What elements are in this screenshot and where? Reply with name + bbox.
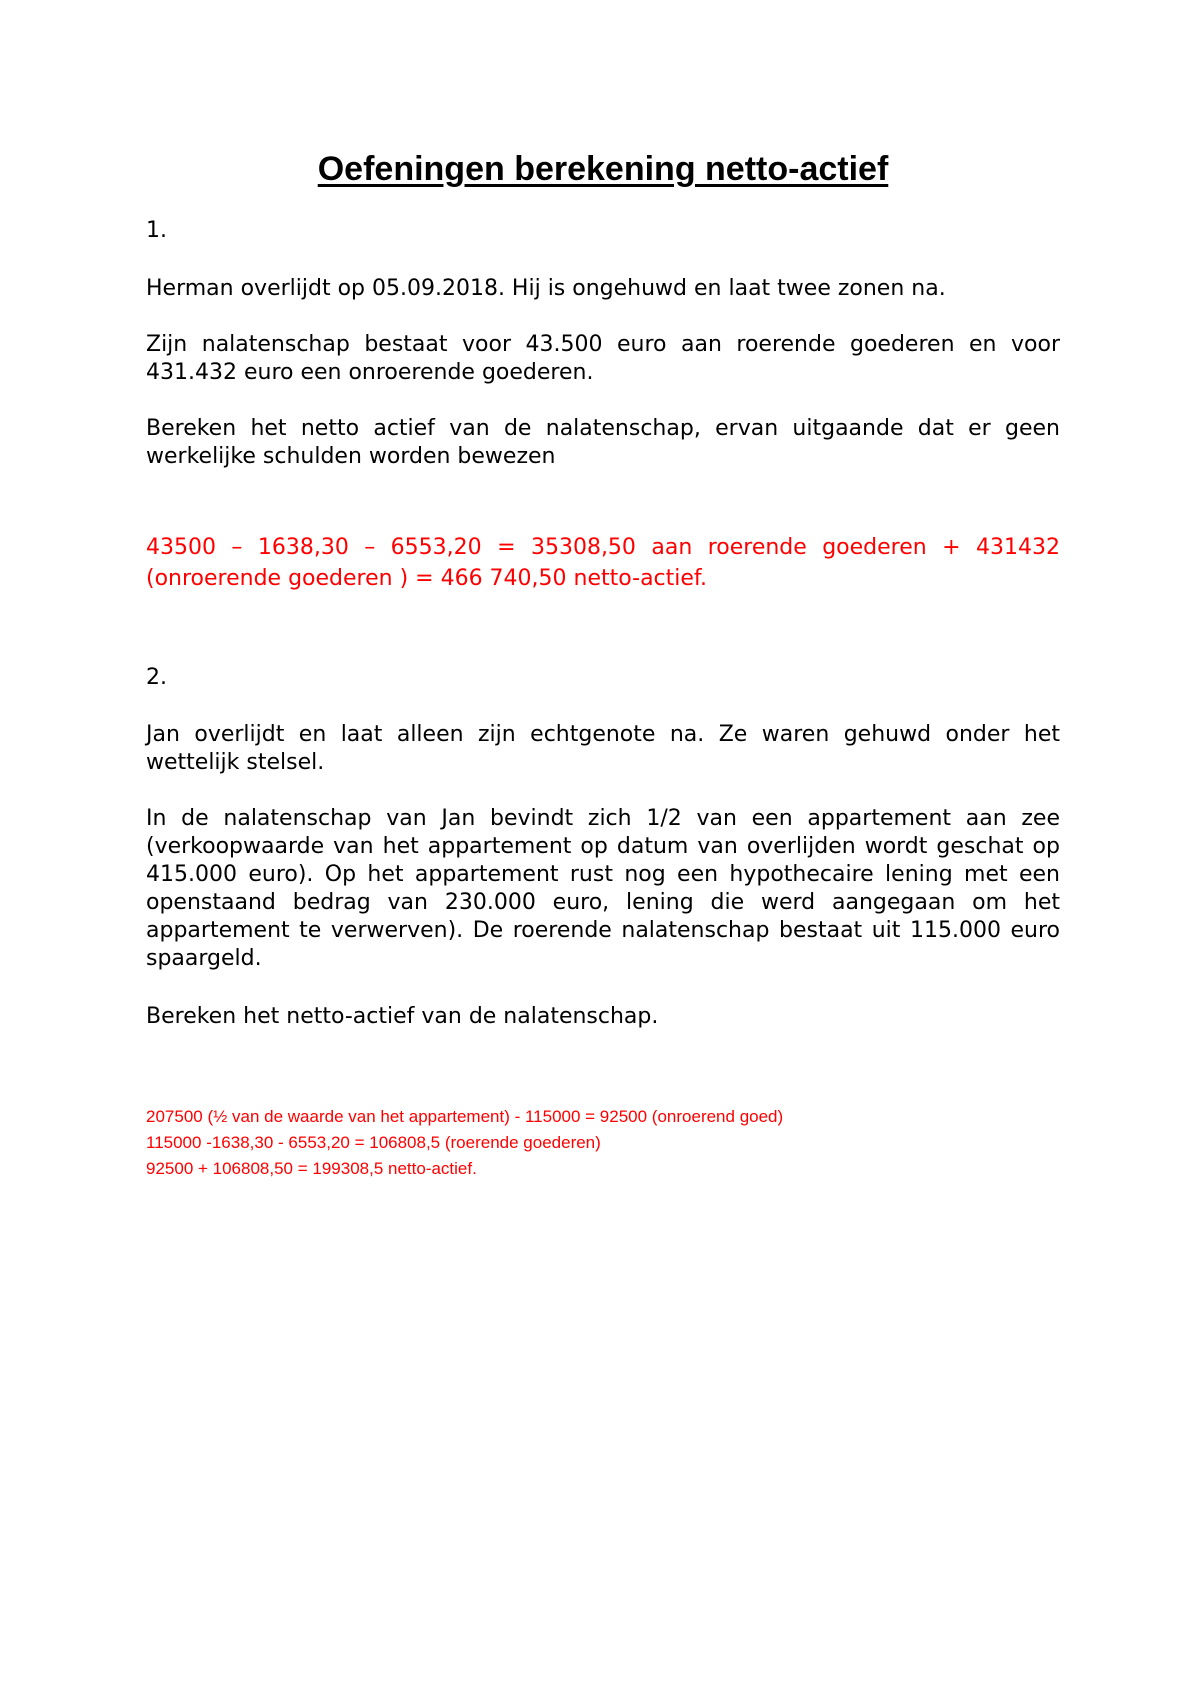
exercise-2-paragraph-1: Jan overlijdt en laat alleen zijn echtgenote na. Ze waren gehuwd onder het wettelijk stelsel. <box>146 722 1060 775</box>
exercise-1-paragraph-3: Bereken het netto actief van de nalatenschap, ervan uitgaande dat er geen werkelijke schulden worden bewezen <box>146 416 1060 469</box>
exercise-1-number: 1. <box>146 218 167 243</box>
exercise-2-answer-line-1: 207500 (½ van de waarde van het appartement) - 115000 = 92500 (onroerend goed) <box>146 1107 784 1126</box>
exercise-2-answer-line-3: 92500 + 106808,50 = 199308,5 netto-actief. <box>146 1159 477 1178</box>
exercise-2-paragraph-3: Bereken het netto-actief van de nalatenschap. <box>146 1004 659 1029</box>
exercise-2-answer-line-2: 115000 -1638,30 - 6553,20 = 106808,5 (roerende goederen) <box>146 1133 601 1152</box>
exercise-2-number: 2. <box>146 665 167 690</box>
page-title: Oefeningen berekening netto-actief <box>317 150 889 188</box>
exercise-1-answer: 43500 – 1638,30 – 6553,20 = 35308,50 aan roerende goederen + 431432 (onroerende goederen ) = 466 740,50 netto-actief. <box>146 535 1060 591</box>
exercise-2-answer <box>146 1104 1060 1182</box>
exercise-1-paragraph-1: Herman overlijdt op 05.09.2018. Hij is ongehuwd en laat twee zonen na. <box>146 276 946 301</box>
exercise-2-paragraph-2: In de nalatenschap van Jan bevindt zich 1/2 van een appartement aan zee (verkoopwaarde van het appartement op datum van overlijden wordt geschat op 415.000 euro). Op het appartement rust nog een hypothecaire lening met een openstaand bedrag van 230.000 euro, lening die werd aangegaan om het appartement te verwerven). De roerende nalatenschap bestaat uit 115.000 euro spaargeld. <box>146 806 1060 971</box>
exercise-1-paragraph-2: Zijn nalatenschap bestaat voor 43.500 euro aan roerende goederen en voor 431.432 euro een onroerende goederen. <box>146 332 1060 385</box>
